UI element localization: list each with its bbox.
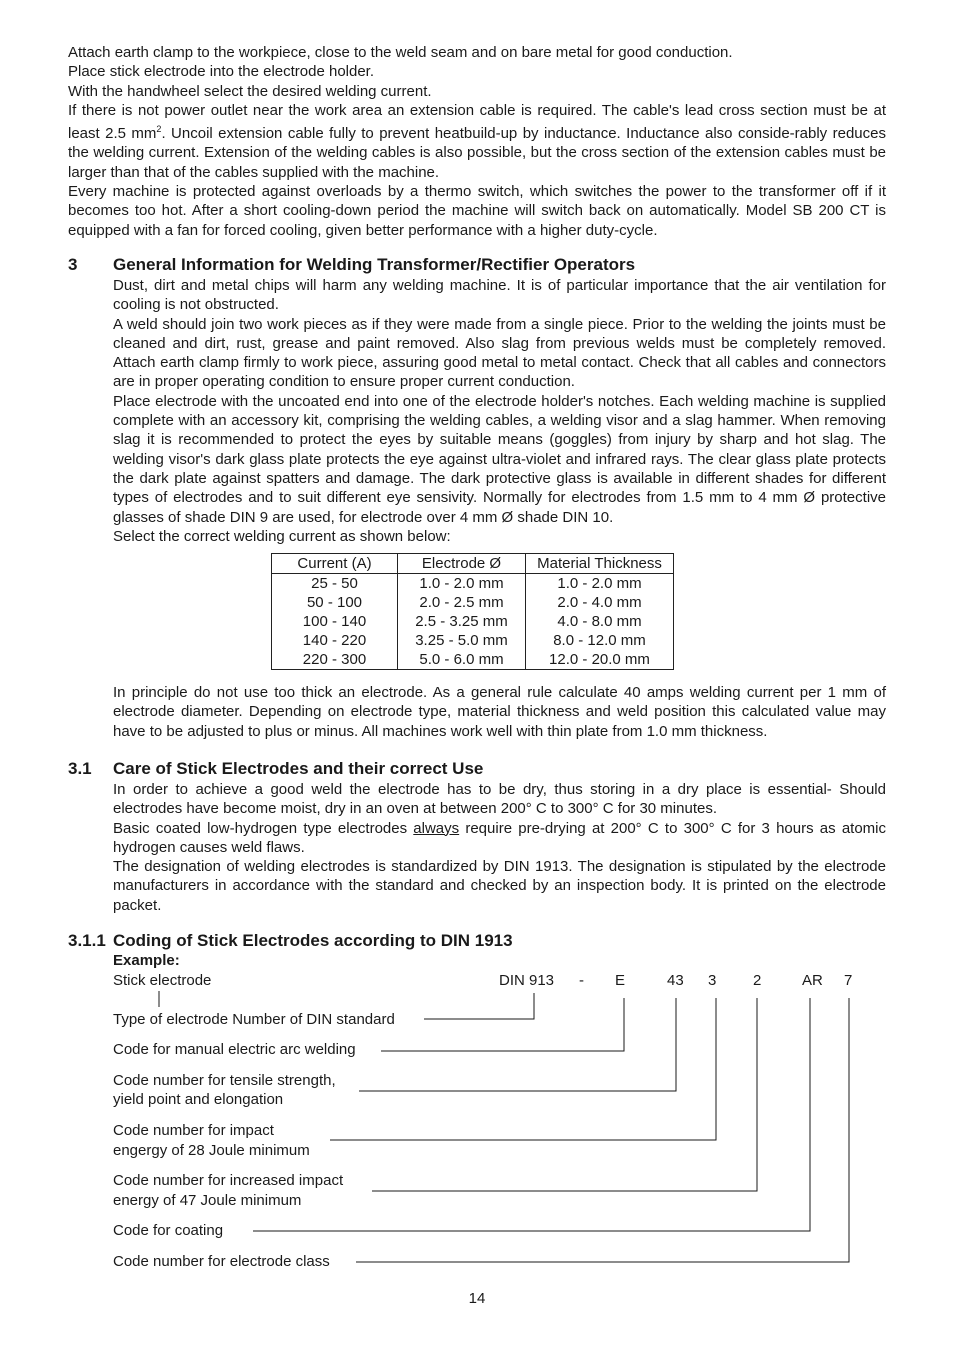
section-number: 3 <box>68 255 78 274</box>
paragraph: Place electrode with the uncoated end into one of the electrode holder's notches. Each welding machine is supplied complete with an accessory kit, comprising the welding cables, a welding visor and a slag hammer. When removing slag it is recommended to protect the eyes by suitable means (goggles) from injury by sharp and hot slag. The welding visor's dark glass plate protects the eye against ultra-violet and infrared rays. The clear glass plate protects the dark plate against spatters and damage. The dark protective glass is available in different shades for different types of electrodes and to suit different eye sensivity. Normally for electrodes from 1.5 mm to 4 mm Ø protective glasses of shade DIN 9 are used, for electrode over 4 mm Ø shade DIN 10. <box>113 392 886 526</box>
table-cell: 5.0 - 6.0 mm <box>398 650 526 670</box>
table-cell: 8.0 - 12.0 mm <box>526 631 674 650</box>
label-impact-2: engergy of 28 Joule minimum <box>113 1142 310 1159</box>
table-cell: 2.0 - 4.0 mm <box>526 593 674 612</box>
section-number: 3.1.1 <box>68 931 106 950</box>
connector-43 <box>359 998 676 1091</box>
text: . Uncoil extension cable fully to prevent heatbuild-up by inductance. Inductance also conside-rably reduces the welding current. Extension of the welding cables is also possible, but the cross section of the extension cables must be larger than that of the cables supplied with the machine. <box>68 125 886 181</box>
paragraph: In principle do not use too thick an electrode. As a general rule calculate 40 amps welding current per 1 mm of electrode diameter. Depending on electrode type, material thickness and weld position this calculated value may have to be adjusted to plus or minus. All machines work well with thin plate from 1.0 mm thickness. <box>113 684 886 740</box>
table-cell: 4.0 - 8.0 mm <box>526 612 674 631</box>
underlined-word: always <box>413 819 460 837</box>
text: require pre-drying at 200° C to 300° C for 3 hours as atomic hydrogen causes weld flaws. <box>113 819 886 856</box>
column-header: Material Thickness <box>526 554 674 574</box>
table-cell: 50 - 100 <box>272 593 398 612</box>
paragraph: The designation of welding electrodes is standardized by DIN 1913. The designation is stipulated by the electrode manufacturers in accordance with the standard and checked by an inspection body. It is printed on the electrode packet. <box>113 858 886 914</box>
label-tensile-1: Code number for tensile strength, <box>113 1072 336 1089</box>
connector-7 <box>356 998 849 1262</box>
code-2: 2 <box>753 972 762 989</box>
table-cell: 12.0 - 20.0 mm <box>526 650 674 670</box>
table-cell: 3.25 - 5.0 mm <box>398 631 526 650</box>
code-7: 7 <box>844 972 853 989</box>
paragraph: Dust, dirt and metal chips will harm any welding machine. It is of particular importance that the air ventilation for cooling is not obstructed. <box>113 277 886 314</box>
table-cell: 2.5 - 3.25 mm <box>398 612 526 631</box>
code-e: E <box>615 972 626 989</box>
intro-line: Attach earth clamp to the workpiece, close to the weld seam and on bare metal for good conduction. <box>68 44 733 61</box>
connector-e <box>381 998 624 1051</box>
label-tensile-2: yield point and elongation <box>113 1091 284 1108</box>
code-43: 43 <box>667 972 684 989</box>
label-electrode-type: Type of electrode Number of DIN standard <box>113 1011 395 1028</box>
text: If there is not power outlet near the work area an extension cable is required. The cable's lead cross section must be at least 2.5 mm <box>68 101 886 143</box>
page-number: 14 <box>468 1290 486 1307</box>
connector-2 <box>372 998 757 1191</box>
table-cell: 2.0 - 2.5 mm <box>398 593 526 612</box>
superscript: 2 <box>156 124 162 135</box>
label-impact-1: Code number for impact <box>113 1122 274 1139</box>
section-title: General Information for Welding Transformer/Rectifier Operators <box>113 255 636 274</box>
section-number: 3.1 <box>68 759 92 778</box>
intro-line: With the handwheel select the desired welding current. <box>68 82 432 100</box>
table-cell: 100 - 140 <box>272 612 398 631</box>
connector-din <box>424 993 534 1019</box>
code-dash: - <box>579 972 584 989</box>
paragraph: In order to achieve a good weld the electrode has to be dry, thus storing in a dry place is essential- Should electrodes have become moist, dry in an oven at between 200° C to 300° C for 30 minutes. <box>113 781 886 818</box>
paragraph: A weld should join two work pieces as if they were made from a single piece. Prior to the welding the joints must be cleaned and dirt, rust, grease and paint removed. Also slag from previous welds must be completely removed. Attach earth clamp firmly to work piece, assuring good metal to metal contact. Check that all cables and connectors are in proper operating condition to ensure proper current conduction. <box>113 315 886 391</box>
stick-electrode-label: Stick electrode <box>113 972 212 989</box>
table-cell: 1.0 - 2.0 mm <box>398 574 526 594</box>
label-coating: Code for coating <box>113 1222 224 1239</box>
code-din: DIN 913 <box>499 972 555 989</box>
text: Basic coated low-hydrogen type electrodes <box>113 819 414 837</box>
intro-line: Place stick electrode into the electrode holder. <box>68 63 375 81</box>
column-header: Electrode Ø <box>398 554 526 574</box>
section-title: Coding of Stick Electrodes according to DIN 1913 <box>113 931 513 950</box>
section-title: Care of Stick Electrodes and their correct Use <box>113 759 484 778</box>
intro-line: Every machine is protected against overloads by a thermo switch, which switches the power to the transformer off if it becomes too hot. After a short cooling-down period the machine will switch back on automatically. Model SB 200 CT is equipped with a fan for forced cooling, given better performance with a higher duty-cycle. <box>68 183 886 239</box>
table-cell: 25 - 50 <box>272 574 398 594</box>
column-header: Current (A) <box>272 554 398 574</box>
table-cell: 1.0 - 2.0 mm <box>526 574 674 594</box>
label-increased-impact-1: Code number for increased impact <box>113 1172 344 1189</box>
label-manual-arc: Code for manual electric arc welding <box>113 1041 356 1058</box>
table-cell: 140 - 220 <box>272 631 398 650</box>
paragraph: Select the correct welding current as shown below: <box>113 527 451 545</box>
code-ar: AR <box>802 972 823 989</box>
example-label: Example: <box>113 952 180 969</box>
code-3: 3 <box>708 972 717 989</box>
connector-ar <box>253 998 810 1231</box>
label-electrode-class: Code number for electrode class <box>113 1253 330 1270</box>
label-increased-impact-2: energy of 47 Joule minimum <box>113 1192 302 1209</box>
table-cell: 220 - 300 <box>272 650 398 670</box>
